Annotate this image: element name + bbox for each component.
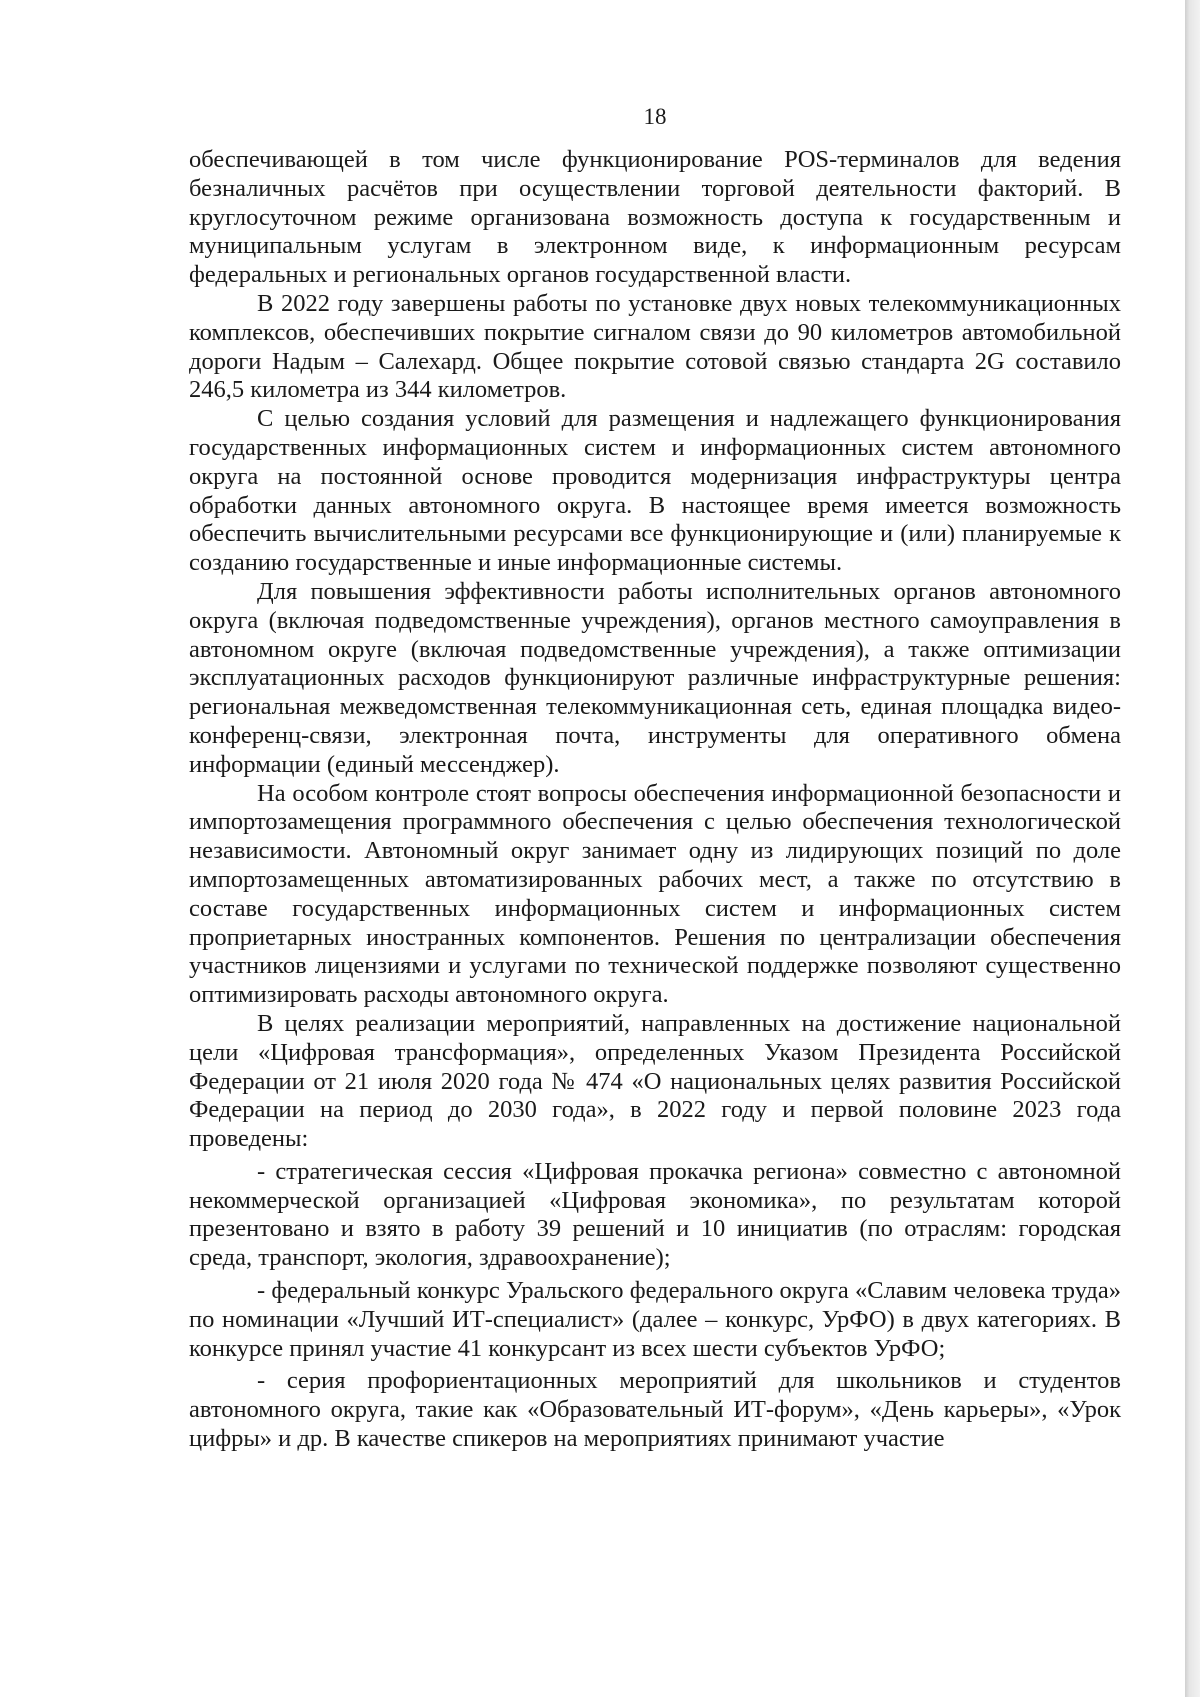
paragraph-continued: обеспечивающей в том числе функционирование POS-терминалов для ведения безналичных расчётов при осуществлении торговой деятельности факторий. В круглосуточном режиме организована возможность доступа к государственным и муниципальным услугам в электронном виде, к информационным ресурсам федеральных и региональных органов государственной власти.	[189, 146, 1121, 289]
list-item-federal-contest: - федеральный конкурс Уральского федерального округа «Славим человека труда» по номинации «Лучший ИТ-специалист» (далее – конкурс, УрФО) в двух категориях. В конкурсе принял участие 41 конкурсант из всех шести субъектов УрФО;	[189, 1277, 1121, 1362]
paragraph-data-center: С целью создания условий для размещения и надлежащего функционирования государственных информационных систем и информационных систем автономного округа на постоянной основе проводится модернизация инфраструктуры центра обработки данных автономного округа. В настоящее время имеется возможность обеспечить вычислительными ресурсами все функционирующие и (или) планируемые к созданию государственные и иные информационные системы.	[189, 405, 1121, 577]
paragraph-infrastructure-solutions: Для повышения эффективности работы исполнительных органов автономного округа (включая подведомственные учреждения), органов местного самоуправления в автономном округе (включая подведомственные учреждения), а также оптимизации эксплуатационных расходов функционируют различные инфраструктурные решения: региональная межведомственная телекоммуникационная сеть, единая площадка видео-конференц-связи, электронная почта, инструменты для оперативного обмена информации (единый мессенджер).	[189, 577, 1121, 778]
paragraph-information-security: На особом контроле стоят вопросы обеспечения информационной безопасности и импортозамещения программного обеспечения с целью обеспечения технологической независимости. Автономный округ занимает одну из лидирующих позиций по доле импортозамещенных автоматизированных рабочих мест, а также по отсутствию в составе государственных информационных систем и информационных систем проприетарных иностранных компонентов. Решения по централизации обеспечения участников лицензиями и услугами по технической поддержке позволяют существенно оптимизировать расходы автономного округа.	[189, 779, 1121, 1009]
page-body	[189, 146, 1121, 1454]
paragraph-digital-transformation: В целях реализации мероприятий, направленных на достижение национальной цели «Цифровая трансформация», определенных Указом Президента Российской Федерации от 21 июля 2020 года № 474 «О национальных целях развития Российской Федерации на период до 2030 года», в 2022 году и первой половине 2023 года проведены:	[189, 1009, 1121, 1153]
paragraph-telecom-complexes: В 2022 году завершены работы по установке двух новых телекоммуникационных комплексов, обеспечивших покрытие сигналом связи до 90 километров автомобильной дороги Надым – Салехард. Общее покрытие сотовой связью стандарта 2G составило 246,5 километра из 344 километров.	[189, 289, 1121, 404]
list-item-career-events: - серия профориентационных мероприятий для школьников и студентов автономного округа, такие как «Образовательный ИТ-форум», «День карьеры», «Урок цифры» и др. В качестве спикеров на мероприятиях принимают участие	[189, 1367, 1121, 1453]
list-item-strategic-session: - стратегическая сессия «Цифровая прокачка региона» совместно с автономной некоммерческой организацией «Цифровая экономика», по результатам которой презентовано и взято в работу 39 решений и 10 инициатив (по отраслям: городская среда, транспорт, экология, здравоохранение);	[189, 1157, 1121, 1272]
page-number: 18	[643, 104, 667, 129]
page-edge-shadow	[1185, 0, 1200, 1697]
